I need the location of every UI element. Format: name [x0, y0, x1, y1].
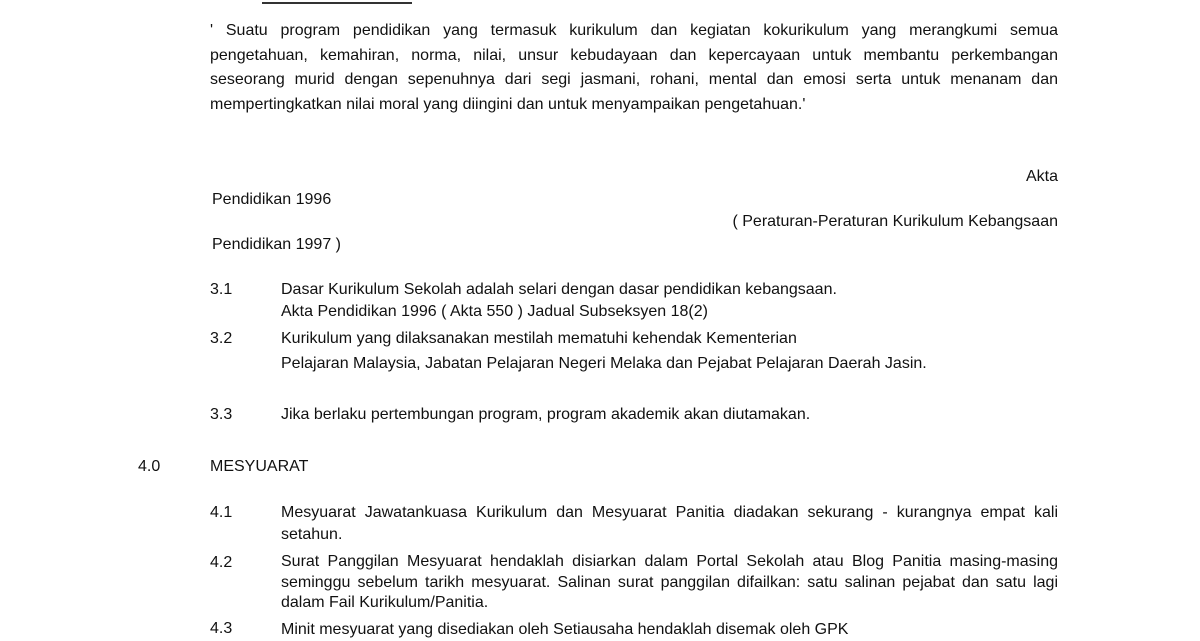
clipped-heading — [0, 0, 1200, 6]
item-4-2-text: Surat Panggilan Mesyuarat hendaklah disiarkan dalam Portal Sekolah atau Blog Panitia masing-masing seminggu sebelum tarikh mesyuarat. Salinan surat panggilan difailkan: satu salinan pejabat dan satu lagi dalam Fail Kurikulum/Panitia. — [281, 553, 1058, 611]
section-title: MESYUARAT — [210, 458, 309, 475]
quote-paragraph: ' Suatu program pendidikan yang termasuk kurikulum dan kegiatan kokurikulum yang merangkumi semua pengetahuan, kemahiran, norma, nilai, unsur kebudayaan dan kepercayaan untuk membantu perkembangan seseorang murid dengan sepenuhnya dari segi jasmani, rohani, mental dan emosi serta untuk menanam dan mempertingkatkan nilai moral yang diingini dan untuk menyampaikan pengetahuan.' — [210, 22, 1058, 113]
citation-peraturan: ( Peraturan-Peraturan Kurikulum Kebangsaan — [732, 213, 1058, 230]
section-number: 4.0 — [138, 458, 161, 475]
item-3-2-sub: Pelajaran Malaysia, Jabatan Pelajaran Negeri Melaka dan Pejabat Pelajaran Daerah Jasin. — [281, 355, 927, 372]
citation-pendidikan-1997: Pendidikan 1997 ) — [212, 236, 341, 253]
item-number: 4.1 — [210, 504, 233, 521]
item-number: 3.2 — [210, 330, 233, 347]
item-3-2-text: Kurikulum yang dilaksanakan mestilah mematuhi kehendak Kementerian — [281, 330, 797, 347]
citation-pendidikan-1996: Pendidikan 1996 — [212, 191, 332, 208]
item-number: 4.3 — [210, 620, 233, 637]
item-3-3-text: Jika berlaku pertembungan program, program akademik akan diutamakan. — [281, 406, 811, 423]
item-3-1-sub: Akta Pendidikan 1996 ( Akta 550 ) Jadual Subseksyen 18(2) — [281, 303, 708, 320]
item-number: 4.2 — [210, 554, 233, 571]
item-4-1-text: Mesyuarat Jawatankuasa Kurikulum dan Mesyuarat Panitia diadakan sekurang - kurangnya empat kali setahun. — [281, 504, 1058, 543]
citation-akta: Akta — [1025, 168, 1058, 185]
item-3-1-text: Dasar Kurikulum Sekolah adalah selari dengan dasar pendidikan kebangsaan. — [281, 281, 837, 298]
item-number: 3.1 — [210, 281, 233, 298]
item-number: 3.3 — [210, 406, 233, 423]
item-4-3-text: Minit mesyuarat yang disediakan oleh Setiausaha hendaklah disemak oleh GPK — [281, 621, 849, 638]
